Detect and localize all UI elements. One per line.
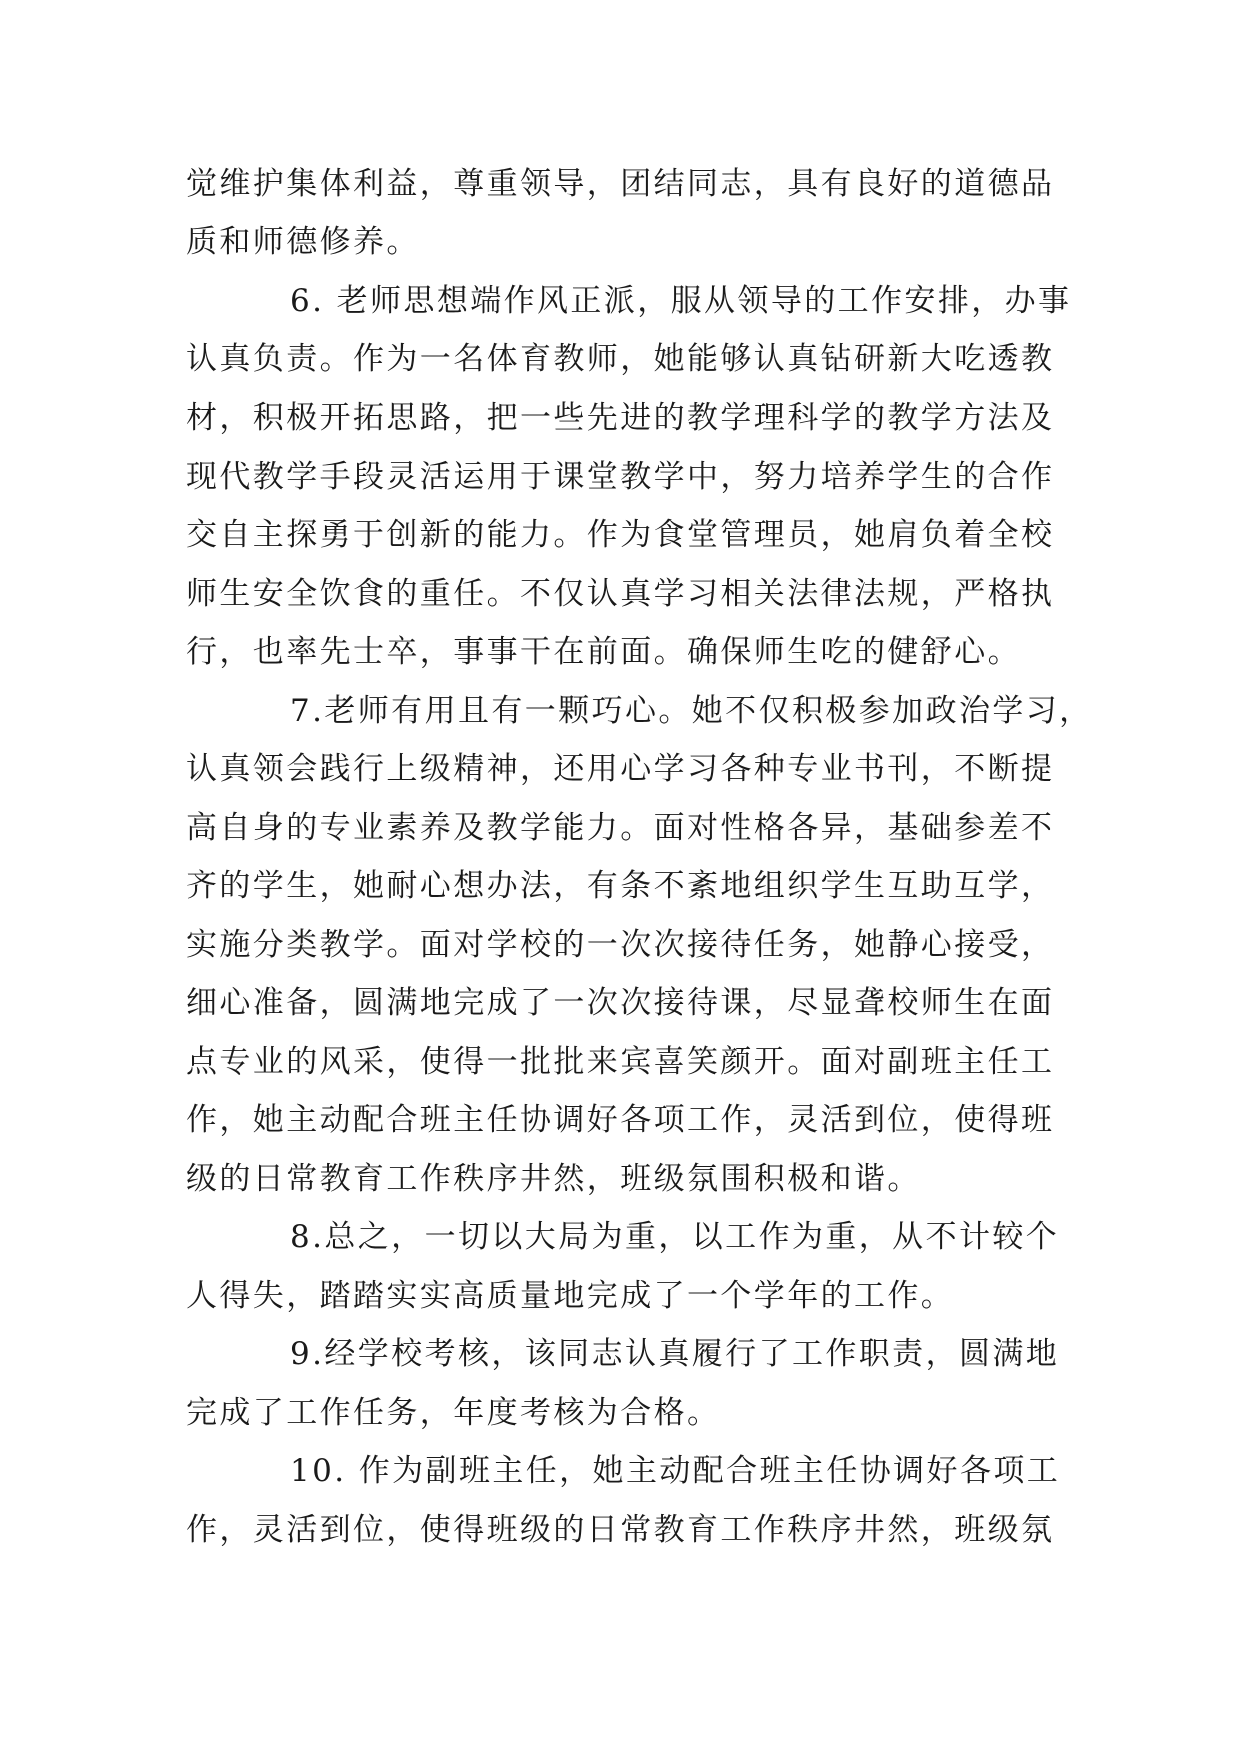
text-line: 作，灵活到位，使得班级的日常教育工作秩序井然，班级氛: [186, 1512, 1055, 1548]
text-line: 级的日常教育工作秩序井然，班级氛围积极和谐。: [186, 1161, 921, 1197]
text-line: 9.经学校考核，该同志认真履行了工作职责，圆满地: [290, 1336, 1060, 1372]
text-line: 细心准备，圆满地完成了一次次接待课，尽显聋校师生在面: [186, 985, 1055, 1021]
text-line: 点专业的风采，使得一批批来宾喜笑颜开。面对副班主任工: [186, 1044, 1055, 1080]
text-line: 高自身的专业素养及教学能力。面对性格各异，基础参差不: [186, 810, 1055, 846]
text-line: 6. 老师思想端作风正派，服从领导的工作安排，办事: [290, 283, 1072, 319]
text-line: 7.老师有用且有一颗巧心。她不仅积极参加政治学习，: [290, 693, 1093, 729]
text-line: 师生安全饮食的重任。不仅认真学习相关法律法规，严格执: [186, 576, 1055, 612]
text-line: 现代教学手段灵活运用于课堂教学中，努力培养学生的合作: [186, 459, 1055, 495]
text-line: 完成了工作任务，年度考核为合格。: [186, 1395, 721, 1431]
text-line: 认真领会践行上级精神，还用心学习各种专业书刊，不断提: [186, 751, 1055, 787]
text-line: 实施分类教学。面对学校的一次次接待任务，她静心接受，: [186, 927, 1055, 963]
text-line: 材，积极开拓思路，把一些先进的教学理科学的教学方法及: [186, 400, 1055, 436]
text-line: 认真负责。作为一名体育教师，她能够认真钻研新大吃透教: [186, 341, 1055, 377]
text-line: 交自主探勇于创新的能力。作为食堂管理员，她肩负着全校: [186, 517, 1055, 553]
text-line: 10. 作为副班主任，她主动配合班主任协调好各项工: [290, 1453, 1061, 1489]
text-line: 8.总之，一切以大局为重，以工作为重，从不计较个: [290, 1219, 1060, 1255]
text-line: 人得失，踏踏实实高质量地完成了一个学年的工作。: [186, 1278, 955, 1314]
text-line: 行，也率先士卒，事事干在前面。确保师生吃的健舒心。: [186, 634, 1021, 670]
text-line: 作，她主动配合班主任协调好各项工作，灵活到位，使得班: [186, 1102, 1055, 1138]
text-line: 齐的学生，她耐心想办法，有条不紊地组织学生互助互学，: [186, 868, 1055, 904]
text-line: 觉维护集体利益，尊重领导，团结同志，具有良好的道德品: [186, 166, 1055, 202]
text-line: 质和师德修养。: [186, 224, 420, 260]
